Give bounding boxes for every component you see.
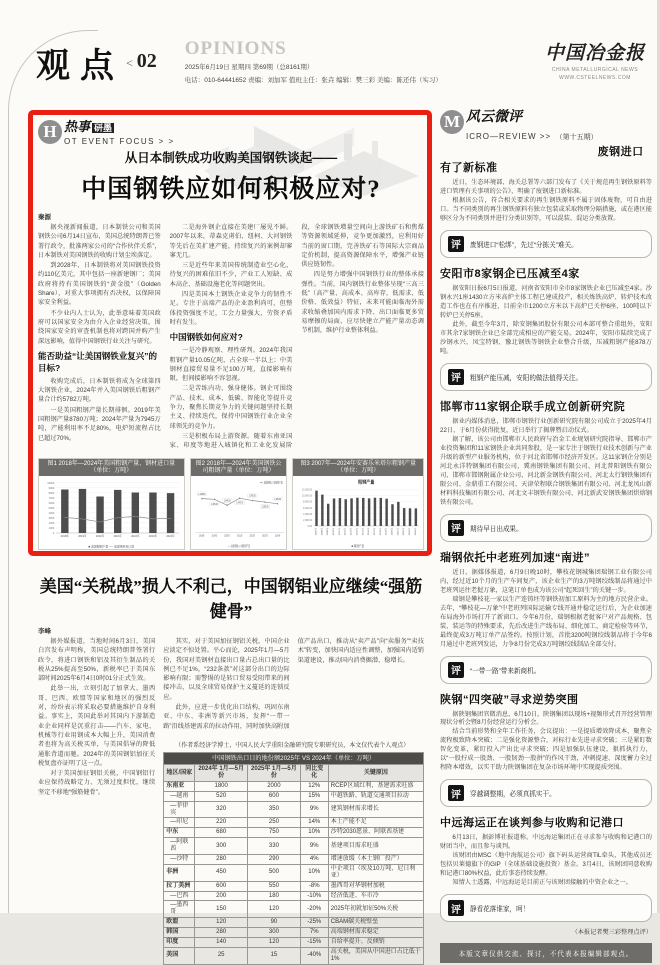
table-cell: 东南亚 bbox=[164, 781, 195, 791]
charts-row bbox=[38, 458, 424, 550]
chart-3-title: 图3 2007年—2024年安赛乐米塔尔粗钢产量（单位：万吨） bbox=[293, 459, 423, 476]
micro-item-title: 瑞钢依托中老班列加速“南进” bbox=[440, 551, 590, 564]
main-article-body bbox=[38, 223, 424, 453]
chart-figure-3 bbox=[292, 458, 424, 550]
svg-text:2010年: 2010年 bbox=[333, 527, 336, 536]
table-cell: 9% bbox=[300, 838, 328, 855]
logo-cn-part1: 热事 bbox=[64, 119, 91, 134]
table-cell: -10% bbox=[300, 891, 328, 901]
table-cell: —巴西 bbox=[164, 891, 195, 901]
svg-text:■ 美国粗钢产量 ── 美国钢材进口量: ■ 美国粗钢产量 ── 美国钢材进口量 bbox=[88, 544, 135, 549]
table-cell: 2025年初就加征50%关税 bbox=[328, 901, 423, 918]
svg-text:2021年: 2021年 bbox=[236, 535, 243, 538]
svg-text:2013年: 2013年 bbox=[351, 527, 353, 536]
table-cell: RCEP区域红利，基建需求旺盛 bbox=[328, 781, 423, 791]
table-row bbox=[164, 901, 424, 918]
second-author: 李峰 bbox=[38, 628, 51, 635]
export-destination-table bbox=[163, 752, 424, 965]
svg-text:2014年: 2014年 bbox=[356, 527, 359, 536]
comment-icon: 评 bbox=[448, 236, 464, 252]
main-author: 秦源 bbox=[38, 214, 51, 221]
svg-text:─●─ 美国钢铁公司粗钢产量: ─●─ 美国钢铁公司粗钢产量 bbox=[258, 481, 283, 485]
svg-text:2011年: 2011年 bbox=[339, 527, 342, 536]
micro-item-paragraph: 根据该公告，符合相关要求的再生钢铁原料不属于固体废物，可自由进口。当不同类别的再生钢铁原料有独立包装或采取物理分隔措施，或在港区能够区分为不同类别并进行分类识别等，可以混装、混运分类放置。 bbox=[440, 196, 652, 222]
masthead bbox=[36, 38, 645, 100]
svg-text:2020年: 2020年 bbox=[391, 527, 394, 536]
table-row bbox=[164, 918, 424, 928]
author-note: （作者系经济学博士，中国人民大学重阳金融研究院专职研究员，本文仅代表个人观点） bbox=[175, 743, 410, 749]
table-cell: 330 bbox=[248, 838, 301, 855]
table-cell: —越南 bbox=[164, 791, 195, 801]
micro-item-paragraph: 6月13日，据彭博社报道称，中远海运集团正在寻求参与收购和记港口的财团当中，而且参与谈判。 bbox=[440, 834, 652, 851]
svg-text:2015年: 2015年 bbox=[362, 527, 365, 536]
article-paragraph: 二是苦练内功、强身健体。钢企可围绕产品、技术、成本、低碳、智能化等提升竞争力，聚焦长期竞争力的关键问题坚持长期主义、持续迭代，保持中国钢铁行业企业全球领先的竞争力。 bbox=[169, 385, 293, 430]
brand-block bbox=[545, 38, 645, 81]
table-cell: 180 bbox=[248, 891, 301, 901]
table-header-cell: 同比变化 bbox=[300, 765, 328, 782]
article-paragraph: 不少业内人士认为，此举意味着美国政府可以国家安全为由介入企业经营决策，围绕国家安全的审查机制也将对跨国并购产生深远影响，值得中国钢铁行业关注与研究。 bbox=[38, 309, 161, 345]
svg-text:2,000.00: 2,000.00 bbox=[303, 518, 313, 523]
micro-item-paragraph: 该财团由MSC（地中海航运公司）旗下码头运营商TiL牵头，其他成员还包括贝莱德旗下的GIP（全球基础设施投资）基金。3月4日，该财团同意收购和记港口80%权益，此后事态持续发酵。 bbox=[440, 852, 652, 878]
table-cell: 欧盟 bbox=[164, 918, 195, 928]
svg-text:2018年: 2018年 bbox=[60, 535, 70, 539]
table-cell: 沙特2030愿景、阿联酋基建 bbox=[328, 828, 423, 838]
svg-text:2021年: 2021年 bbox=[397, 527, 400, 536]
table-cell: 680 bbox=[195, 828, 248, 838]
table-cell: 120 bbox=[195, 918, 248, 928]
svg-text:4000: 4000 bbox=[48, 512, 55, 516]
table-cell: 280 bbox=[195, 928, 248, 938]
svg-text:2020年: 2020年 bbox=[223, 535, 230, 538]
micro-review-labels bbox=[466, 106, 598, 144]
micro-review-item bbox=[440, 143, 652, 258]
table-cell: —阿联酋 bbox=[164, 838, 195, 855]
svg-text:1,209.30: 1,209.30 bbox=[273, 498, 281, 502]
brand-url: WWW.CSTEELNEWS.COM bbox=[559, 75, 631, 81]
table-cell: 280 bbox=[195, 855, 248, 865]
table-cell: 750 bbox=[248, 828, 301, 838]
table-cell: 高关税，美国从中国进口占比低于1% bbox=[328, 947, 423, 964]
main-headline: 中国钢铁应如何积极应对? bbox=[81, 176, 381, 203]
table-cell: 250 bbox=[248, 818, 301, 828]
table-row bbox=[164, 864, 424, 881]
table-row bbox=[164, 855, 424, 865]
svg-text:2017年: 2017年 bbox=[374, 527, 377, 536]
table-cell: 150 bbox=[195, 901, 248, 918]
table-cell: 520 bbox=[195, 791, 248, 801]
micro-item-title: 邯郸市11家钢企联手成立创新研究院 bbox=[440, 400, 626, 413]
page-number: < 02 bbox=[126, 50, 157, 72]
chart-2-title: 图2 2018年—2024年美国钢铁公司粗钢产量（单位：万吨） bbox=[191, 459, 287, 476]
second-article-layout bbox=[38, 637, 424, 965]
svg-text:12,000.00: 12,000.00 bbox=[302, 488, 313, 492]
table-cell: 10% bbox=[300, 864, 328, 881]
comment-box bbox=[440, 656, 652, 684]
table-cell: 中东 bbox=[164, 828, 195, 838]
micro-item-paragraph: 据陕钢集团官微消息，6月10日，陕钢集团以现场+视频形式召开经营管理现状分析会暨8月份经营运行分析会。 bbox=[440, 710, 652, 727]
table-cell: 320 bbox=[195, 801, 248, 818]
svg-text:2019年: 2019年 bbox=[78, 535, 87, 539]
comment-box bbox=[440, 779, 652, 807]
table-cell: 10% bbox=[300, 828, 328, 838]
svg-text:1,149.60: 1,149.60 bbox=[223, 500, 231, 503]
second-article-left-column bbox=[38, 637, 155, 919]
second-article-top-columns bbox=[163, 637, 424, 737]
svg-text:2019年: 2019年 bbox=[211, 535, 217, 538]
article-paragraph: 此外，应进一步优化出口结构，巩固东南亚、中东、非洲等新兴市场，发挥“一带一路”沿线基建需求的拉动作用，同时加快高附加值产品出口，推动从“卖产品”向“卖服务”“卖技术”转变，加快国内适应性调整，加强国内适销渠道建设，推动国内消费掘潜、稳增长。 bbox=[163, 638, 424, 730]
table-cell: 15% bbox=[300, 791, 328, 801]
table-cell: -20% bbox=[300, 901, 328, 918]
table-cell: 450 bbox=[195, 864, 248, 881]
svg-text:2024年: 2024年 bbox=[415, 527, 418, 536]
hot-event-labels bbox=[64, 116, 175, 146]
article-paragraph: 二是海外钢企直接在美建厂屡见不鲜。2007年以来，蒂森克虏伯、纽柯、大河钢铁等先后在美扩建产能，持续复兴的案例却寥寥无几。 bbox=[169, 224, 293, 259]
table-cell: CBAM碳关税壁垒 bbox=[328, 918, 423, 928]
micro-review-logo bbox=[440, 106, 652, 141]
table-cell: -8% bbox=[300, 881, 328, 891]
table-cell: 120 bbox=[248, 938, 301, 948]
svg-text:7000: 7000 bbox=[48, 497, 55, 501]
article-paragraph: 三是近些年来美国传统制造业空心化，待复兴的困难依旧不少，产业工人短缺、成本高企、基础设施老化等问题突出。 bbox=[169, 262, 293, 288]
svg-text:2019年: 2019年 bbox=[386, 527, 388, 536]
table-cell: —墨西哥 bbox=[164, 901, 195, 918]
micro-review-item bbox=[440, 549, 652, 684]
chart-3-plot bbox=[293, 476, 423, 549]
staff-line: 电话：010-64441652 责编：刘加军 值班主任：张垚 编辑：樊三彩 美编：陈还伟（实习） bbox=[184, 76, 442, 84]
comment-text: 穿越调整期，必须真抓实干。 bbox=[470, 791, 556, 799]
svg-text:2008年: 2008年 bbox=[321, 527, 324, 536]
page-left-rule bbox=[8, 110, 9, 913]
date-line: 2025年6月19日 星期四 第69期（总8161期） bbox=[184, 64, 314, 71]
table-cell: 15 bbox=[248, 947, 301, 964]
svg-text:■ 粗钢产量: ■ 粗钢产量 bbox=[351, 545, 365, 549]
svg-text:2022年: 2022年 bbox=[403, 527, 406, 536]
chart-2-plot bbox=[191, 476, 287, 549]
svg-text:0.00: 0.00 bbox=[308, 525, 313, 529]
table-cell: 美国 bbox=[164, 947, 195, 964]
svg-text:粗钢产量: 粗钢产量 bbox=[358, 479, 375, 485]
table-cell: 600 bbox=[195, 881, 248, 891]
svg-text:2024年: 2024年 bbox=[166, 535, 175, 539]
svg-text:10000: 10000 bbox=[47, 482, 55, 486]
svg-text:2023年: 2023年 bbox=[261, 535, 268, 538]
article-paragraph: 其实，对于美国加征钢铝关税，中国企业应淡定不惊处置。平心而论，2025年1月—5月份，我国对美钢材直接出口量占总出口量的比例已不足1%，“232条款”对这部分出口的边际影响有限；需警惕的是转口贸易受阻带来的间接冲击，以及全球贸易保护主义蔓延的连锁反应。 bbox=[163, 638, 290, 701]
table-row bbox=[164, 781, 424, 791]
table-cell: 高端钢材需求稳定 bbox=[328, 928, 423, 938]
article-paragraph: 三是积极布局上游资源。随着东南亚国家、印度等地进入城镇化和工业化发展阶段，全球钢铁增量空间向上游铁矿石和焦煤等资源领域延伸，竞争更加激烈，应利用好当前的窗口期，完善铁矿石等国际大宗商品定价机制，提高资源保障水平，增强产业链供应链韧性。 bbox=[169, 224, 424, 450]
table-cell: 200 bbox=[195, 891, 248, 901]
article-paragraph: 此举一出，立刻引起了加拿大、墨西哥、巴西、欧盟等国家和地区的强烈反对，纷纷表示将采取必要措施维护自身利益。事实上，美国此举对其国内下游制造业企业同样是沉重打击——汽车、家电、机械等行业用钢成本大幅上升，美国消费者也将为高关税买单，与美国倡导的降低通胀背道而驰。2024年的美国钢铝加征关税复盘亦证明了这一点。 bbox=[38, 685, 156, 767]
micro-item-paragraph: 近日，据媒体报道，6月9日晚10时，攀枝花钢城集团瑞钢工业有限公司内，经过近10个月的生产车间复产，该企业生产的3万吨钢绞线制品将通过中老班列运往老挝万象，这笔订单也成为该公司“起死回生”的关键一步。 bbox=[440, 568, 652, 594]
table-cell: 300 bbox=[195, 838, 248, 855]
micro-item-paragraph: 近日，生态环境部、海关总署等六部门发布了《关于规范再生钢铁原料等进口管理有关事项的公告》，明确了废钢进口新标准。 bbox=[440, 179, 652, 195]
table-cell: -15% bbox=[300, 938, 328, 948]
table-row bbox=[164, 938, 424, 948]
comment-text: 粗钢产能压减，安阳的做法值得关注。 bbox=[470, 374, 583, 382]
table-cell: 7% bbox=[300, 928, 328, 938]
svg-text:6,000.00: 6,000.00 bbox=[303, 506, 313, 511]
svg-text:2018年: 2018年 bbox=[198, 535, 205, 538]
table-header-cell: 2025年 1月—5月份 bbox=[248, 765, 301, 782]
article-paragraph: 一是美国粗钢产量长期徘徊。2019年美国粗钢产量8780万吨；2024年产量为7945万吨，产能利用率不足80%，电炉短流程占比已超过70%。 bbox=[38, 406, 161, 442]
table-cell: 600 bbox=[248, 791, 301, 801]
svg-text:4,000.00: 4,000.00 bbox=[303, 512, 313, 517]
svg-text:1,443.70: 1,443.70 bbox=[235, 502, 243, 506]
table-cell: 中越铁路、轨道交通项目拉动 bbox=[328, 791, 423, 801]
brand-name-en: CHINA METALLURGICAL NEWS bbox=[551, 67, 639, 73]
table-cell: 增速放缓（本土钢厂投产） bbox=[328, 855, 423, 865]
micro-review-column bbox=[440, 106, 652, 959]
table-header-cell: 地区/国家 bbox=[164, 765, 195, 782]
table-cell: 印度 bbox=[164, 938, 195, 948]
second-article bbox=[38, 572, 424, 965]
article-paragraph: 四是努力增强中国钢铁行业的整体承接弹性。当前，国内钢铁行业整体呈现“三高三低”（高产量、高成本、高库存，低需求、低价格、低效益）特征，未来可能面临海外需求收缩叠加国内需求下降、出口面临更多贸易摩擦的局面，应尽快建立产能产量动态调节机制，维护行业整体利益。 bbox=[301, 271, 424, 335]
svg-text:1,395.30: 1,395.30 bbox=[210, 503, 218, 507]
table-cell: 290 bbox=[248, 855, 301, 865]
table-cell: 4% bbox=[300, 855, 328, 865]
letter-h-icon: H bbox=[38, 120, 62, 144]
table-cell: 自给率提升、反倾销 bbox=[328, 938, 423, 948]
svg-text:8000: 8000 bbox=[48, 492, 55, 496]
table-row bbox=[164, 838, 424, 855]
article-paragraph: 一是冷静观察、理性研判。2024年我国粗钢产量10.05亿吨，占全球一半以上；中美钢材直接贸易量不足100万吨，直接影响有限，但间接影响不容忽视。 bbox=[169, 347, 293, 383]
svg-text:3000: 3000 bbox=[48, 517, 55, 521]
svg-text:5000: 5000 bbox=[48, 507, 55, 511]
table-header-cell: 关键原因 bbox=[328, 765, 423, 782]
table-cell: 基建项目需求旺盛 bbox=[328, 838, 423, 855]
svg-text:2021年: 2021年 bbox=[113, 535, 122, 539]
table-cell: —沙特 bbox=[164, 855, 195, 865]
brand-logo-text: 中国冶金报 bbox=[544, 43, 645, 64]
svg-text:1,280.90: 1,280.90 bbox=[261, 506, 269, 509]
micro-review-item bbox=[440, 814, 652, 922]
table-cell: 本土产能不足 bbox=[328, 818, 423, 828]
micro-review-en: ICRO—REVIEW >> bbox=[466, 132, 552, 141]
svg-text:2022年: 2022年 bbox=[249, 535, 255, 538]
micro-review-item bbox=[440, 691, 652, 808]
micro-review-items bbox=[440, 143, 652, 922]
svg-text:── 美国钢铁公司粗钢产量: ── 美国钢铁公司粗钢产量 bbox=[227, 544, 250, 549]
micro-item-title: 陕钢“四突破”寻求逆势突围 bbox=[440, 693, 579, 706]
table-row bbox=[164, 828, 424, 838]
hot-event-focus-logo bbox=[38, 116, 424, 146]
section-title-cn: 观点 bbox=[36, 48, 124, 85]
main-article bbox=[38, 116, 424, 965]
svg-text:8,000.00: 8,000.00 bbox=[303, 500, 313, 504]
svg-text:9000: 9000 bbox=[48, 487, 55, 491]
svg-text:2000: 2000 bbox=[48, 522, 55, 526]
second-headline: 美国“关税战”损人不利己，中国钢铝业应继续“强筋健骨” bbox=[39, 577, 423, 621]
comment-box bbox=[440, 894, 652, 922]
table-cell: 1800 bbox=[195, 781, 248, 791]
table-row bbox=[164, 947, 424, 964]
logo-cn-part2: 研墨 bbox=[94, 123, 113, 133]
table-row bbox=[164, 818, 424, 828]
svg-text:6000: 6000 bbox=[48, 502, 55, 506]
comment-text: 期待早日出成果。 bbox=[470, 525, 523, 533]
svg-text:1000: 1000 bbox=[48, 527, 55, 531]
article-paragraph: 四是美国本土钢铁企业竞争力的韧性不足。专注于高端产品的企业盈利尚可，但整体投资强度不足，工会力量强大，劳资矛盾时有发生。 bbox=[169, 291, 293, 326]
micro-item-title: 中远海运正在谈判参与收购和记港口 bbox=[440, 817, 624, 830]
letter-m-icon: M bbox=[440, 110, 464, 134]
section-title-en: OPINIONS bbox=[184, 38, 287, 59]
chart-1-plot bbox=[39, 476, 184, 549]
table-cell: 220 bbox=[195, 818, 248, 828]
comment-box bbox=[440, 230, 652, 258]
table-cell: -40% bbox=[300, 947, 328, 964]
comment-box bbox=[440, 514, 652, 542]
micro-item-paragraph: 据业内媒体消息，邯郸市钢铁行业创新研究院有限公司成立于2025年4月22日，于6月份获得批复，近日举行了揭牌暨启动仪式。 bbox=[440, 417, 652, 434]
table-cell: 2000 bbox=[248, 781, 301, 791]
comment-text: 静看花落谁家，呵！ bbox=[470, 906, 530, 914]
svg-text:2018年: 2018年 bbox=[380, 527, 383, 536]
table-cell: 墨西哥对华钢材加税 bbox=[328, 881, 423, 891]
logo-en: OT EVENT FOCUS > > bbox=[64, 137, 175, 146]
chart-figure-2 bbox=[190, 458, 288, 550]
chart-1-title: 图1 2018年—2024年美国粗钢产量、钢材进口量（单位：万吨） bbox=[39, 459, 184, 476]
table-cell: 550 bbox=[248, 881, 301, 891]
micro-review-item bbox=[440, 265, 652, 391]
table-cell: —菲律宾 bbox=[164, 801, 195, 818]
svg-text:2020年: 2020年 bbox=[95, 535, 105, 539]
comment-text: 废钢进口“松绑”，先过“分拣关”难关。 bbox=[470, 241, 578, 249]
masthead-center bbox=[185, 38, 442, 86]
svg-text:2009年: 2009年 bbox=[327, 527, 330, 536]
micro-review-issue: （第十五期） bbox=[555, 134, 598, 141]
table-row bbox=[164, 891, 424, 901]
micro-item-paragraph: 知情人士透露，中远海运是目前正与该财团接触的中资企业之一。 bbox=[452, 879, 632, 887]
angle-mark: < bbox=[126, 56, 133, 70]
table-cell: -25% bbox=[300, 918, 328, 928]
table-cell: 经济低迷、车市冷 bbox=[328, 891, 423, 901]
comment-icon: 评 bbox=[448, 520, 464, 536]
micro-item-paragraph: 瑞钢是攀枝花一家以生产连铸坯等钢铁初加工原料为主的地方民营企业。去年，“攀枝花—万象”中老班列国际运输专线开通并稳定运行后，为企业加速布局海外市场打开了新窗口。今年6月份，瑞钢根据老挝客户对产品规格、包装、装运等的特殊要求，先后改进生产线布局、细化加工、商定检验等环节，最终促成3万吨订单产品签约。按照计划，首批3200吨钢绞线制品将于今年6月通过中老班列发运，力争8月份完成3万吨钢绞线制品全部交付。 bbox=[440, 595, 652, 648]
table-cell: 中企项目（埃及10万吨、尼日利亚） bbox=[328, 864, 423, 881]
table-cell: 300 bbox=[248, 928, 301, 938]
micro-item-title: 安阳市8家钢企已压减至4家 bbox=[440, 267, 580, 280]
table-cell: 非洲 bbox=[164, 864, 195, 881]
svg-text:2022年: 2022年 bbox=[131, 535, 140, 539]
table-cell: 500 bbox=[248, 864, 301, 881]
chart-figure-1 bbox=[38, 458, 185, 550]
comment-text: “一带一路”带来新商机。 bbox=[470, 667, 541, 675]
micro-item-paragraph: 据安阳日报6月5日报道，河南省安阳市全市8家钢铁企业已压减至4家。沙钢永兴1座1430立方米高炉主体工程已建成投产，相关炼铁高炉、转炉技术改造工作也在有序推进，目前全市1200立方米以下高炉已关停6座、100吨以下转炉已关停5座。 bbox=[440, 284, 652, 319]
disclaimer-bar: 本版文章仅供交流、探讨，不代表本报编辑部观点。 bbox=[440, 943, 652, 963]
table-cell: 14% bbox=[300, 818, 328, 828]
table-cell: 25 bbox=[195, 947, 248, 964]
article-paragraph: 对于美国加征钢铝关税，中国钢铝行业应保持战略定力、无须过度担忧，继续坚定不移地“强筋健骨”。 bbox=[38, 770, 156, 796]
svg-text:2012年: 2012年 bbox=[345, 527, 348, 536]
table-cell: 建筑钢材需求增长 bbox=[328, 801, 423, 818]
comment-icon: 评 bbox=[448, 369, 464, 385]
table-title: 中国钢铁出口目的地份额2025年 VS 2024年（单位：万吨） bbox=[164, 753, 424, 765]
article-paragraph: 据央视新闻报道，日本制铁公司和美国钢铁公司6月14日宣布，美国总统特朗普已签署行政令，批准两家公司的“合作伙伴关系”，日本制铁对美国钢铁的收购计划尘埃落定。 bbox=[38, 224, 161, 259]
table-cell: 韩国 bbox=[164, 928, 195, 938]
article-kicker: 从日本制铁成功收购美国钢铁谈起—— bbox=[124, 151, 338, 165]
micro-item-paragraph: 结合当前形势和全年工作任务，会议提出：一是提质增效降成本，聚焦全流程极致降本突破；二是强化资源整合，对标行业先进寻求突破；三是紧盯数智化变革，紧盯投入产出比寻求突破；四是加强队伍建设，狠抓执行力，以“一股拧成一股劲、一股韧劲一股拼”的作风干劲，冲刺提速、深度蓄力全过程降本增效，以实干助力陕钢集团在复杂市场环境中实现提质突围。 bbox=[440, 728, 652, 772]
svg-text:2023年: 2023年 bbox=[409, 527, 412, 536]
svg-text:2007年: 2007年 bbox=[315, 527, 318, 536]
comment-icon: 评 bbox=[448, 900, 464, 916]
table-cell: 140 bbox=[195, 938, 248, 948]
micro-item-paragraph: 此外，截至今年3月，除安钢集团股份有限公司本部可整合重组外，安阳市其余7家钢铁企业已全部完成相应的产能交易。2024年，安阳市陆续完成了沙钢永兴、凤宝特钢、豫北钢铁等钢铁企业整合升级，压减粗钢产能878万吨。 bbox=[440, 320, 652, 355]
comment-icon: 评 bbox=[448, 785, 464, 801]
table-cell: 拉丁美洲 bbox=[164, 881, 195, 891]
comment-icon: 评 bbox=[448, 662, 464, 678]
article-paragraph: 收购完成后，日本制铁将成为全球第四大钢铁企业，2024年并入美国钢铁后粗钢产量合计约5782万吨。 bbox=[38, 377, 161, 404]
table-cell: 12% bbox=[300, 781, 328, 791]
article-paragraph: 据外媒报道，当地时间6月3日，美国白宫发布声明称，美国总统特朗普签署行政令，将进口钢铁和铝及其衍生制品的关税从25%提高至50%，新税率已于美国东部时间2025年6月4日0时01分正式生效。 bbox=[38, 638, 156, 683]
table-cell: —印尼 bbox=[164, 818, 195, 828]
table-cell: 90 bbox=[248, 918, 301, 928]
table-row bbox=[164, 928, 424, 938]
svg-text:1,425.80: 1,425.80 bbox=[198, 493, 205, 497]
article-subhead: 中国钢铁如何应对? bbox=[169, 332, 243, 343]
table-row bbox=[164, 791, 424, 801]
micro-review-item bbox=[440, 398, 652, 542]
table-cell: 350 bbox=[248, 801, 301, 818]
table-row bbox=[164, 801, 424, 818]
comment-box bbox=[440, 363, 652, 391]
svg-text:2016年: 2016年 bbox=[368, 527, 371, 536]
second-article-right-area bbox=[163, 637, 424, 965]
micro-review-cn: 风云微评 bbox=[466, 110, 522, 125]
svg-text:10,000.00: 10,000.00 bbox=[302, 494, 313, 498]
table-row bbox=[164, 881, 424, 891]
svg-text:1,345.20: 1,345.20 bbox=[248, 495, 256, 499]
table-cell: 120 bbox=[248, 901, 301, 918]
article-subhead: 能否助益“让美国钢铁业复兴”的目标? bbox=[38, 350, 158, 373]
svg-text:2023年: 2023年 bbox=[148, 535, 158, 539]
svg-text:0: 0 bbox=[52, 532, 55, 536]
article-paragraph: 到2028年，日本制铁将对美国钢铁投资约110亿美元，其中包括一座新建钢厂；美国政府将持有美国钢铁的“黄金股”（Golden Share），对重大事项拥有否决权，以保障国家安全利益。 bbox=[38, 262, 161, 307]
svg-text:2024年: 2024年 bbox=[274, 535, 281, 538]
table-cell: 9% bbox=[300, 801, 328, 818]
reporter-sign: （本报记者樊三彩整理点评） bbox=[571, 929, 652, 937]
micro-item-paragraph: 据了解，该公司由邯郸市人民政府与冶金工业规划研究院指导、邯郸市产业投资集团和11家钢铁企业共同参股，是一家专注于钢铁行业技术创新与产业升级的新型产业服务机构，位于河北省邯郸市经济开发区。这11家钢企分别是河北永洋特钢集团有限公司、冀南钢铁集团有限公司、河北普阳钢铁有限公司、邯郸市邯钢附属企业公司、河北新金钢铁有限公司、河北太行钢铁集团有限公司、金鼎重工有限公司、天津荣程联合钢铁集团有限公司、河北龙凤山新材料科技集团有限公司、河北文丰钢铁有限公司、河北新武安钢铁集团烘熔钢铁有限公司。 bbox=[440, 435, 652, 506]
table-header-cell: 2024年 1月—5月份 bbox=[195, 765, 248, 782]
micro-item-title: 废钢进口有了新标准 bbox=[440, 146, 644, 174]
